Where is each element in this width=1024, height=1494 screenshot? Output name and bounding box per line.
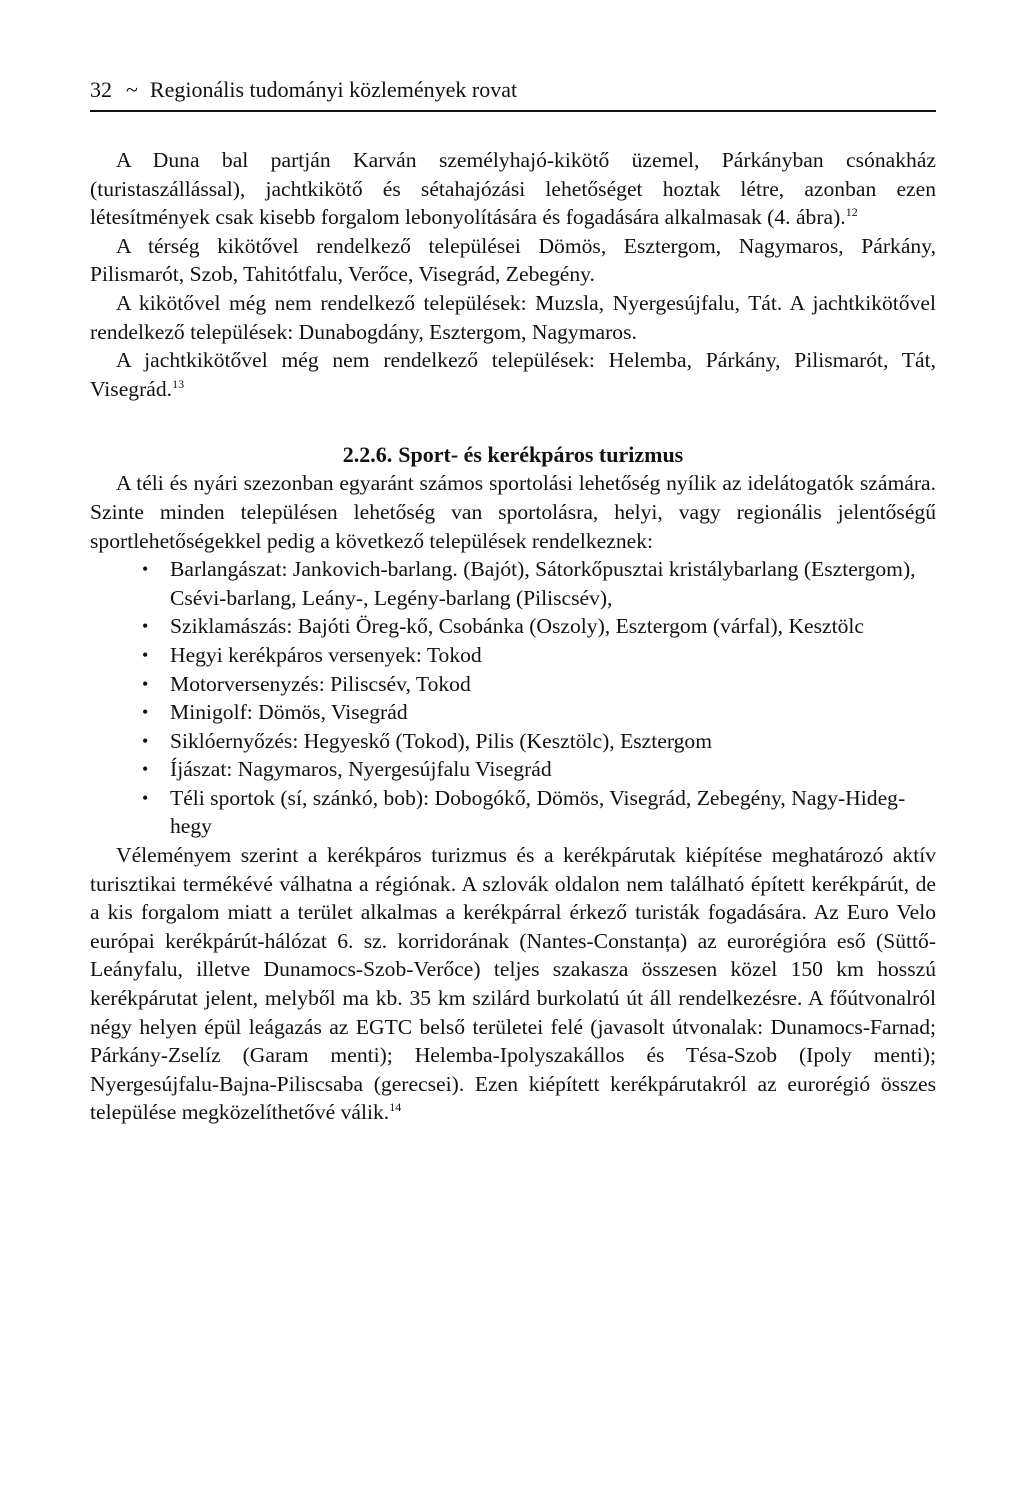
- section-title: Sport- és kerékpáros turizmus: [398, 442, 684, 468]
- bullet-icon: •: [142, 702, 149, 723]
- section-heading: [90, 440, 936, 469]
- bullet-icon: •: [142, 787, 149, 808]
- list-item: • Siklóernyőzés: Hegyeskő (Tokod), Pilis (Kesztölc), Esztergom: [90, 727, 936, 756]
- paragraph-sport-intro: A téli és nyári szezonban egyaránt számos sportolási lehetőség nyílik az idelátogatók számára. Szinte minden településen lehetőség van sportolásra, helyi, vagy regionális jelentőségű sportlehetőségekkel pedig a következő települések rendelkeznek:: [90, 471, 936, 553]
- header-separator: ~: [126, 77, 138, 102]
- list-item: • Motorversenyzés: Piliscsév, Tokod: [90, 670, 936, 699]
- list-item: • Barlangászat: Jankovich-barlang. (Bajót), Sátorkőpusztai kristálybarlang (Esztergom), Csévi-barlang, Leány-, Legény-barlang (Piliscsév),: [142, 557, 916, 610]
- list-item: • Minigolf: Dömös, Visegrád: [90, 698, 936, 727]
- list-item: • Téli sportok (sí, szánkó, bob): Dobogókő, Dömös, Visegrád, Zebegény, Nagy-Hideg-hegy: [142, 785, 906, 839]
- page: [90, 76, 936, 1127]
- page-number: 32: [90, 77, 112, 102]
- list-item: • Íjászat: Nagymaros, Nyergesújfalu Visegrád: [90, 755, 936, 784]
- paragraph-ports-intro: A Duna bal partján Karván személyhajó-kikötő üzemel, Párkányban csónakház (turistaszállással), jachtkikötő és sétahajózási lehetőséget hoztak létre, azonban ezen létesítmények csak kisebb forgalom lebonyolítására és fogadására alkalmasak (4. ábra).$^{12}$: [90, 148, 936, 230]
- list-item: • Hegyi kerékpáros versenyek: Tokod: [90, 641, 936, 670]
- footnote-ref-13: 13: [172, 376, 185, 391]
- bullet-icon: •: [142, 559, 149, 580]
- paragraph-ports-list: A térség kikötővel rendelkező települései Dömös, Esztergom, Nagymaros, Párkány, Pilismarót, Szob, Tahitótfalu, Verőce, Visegrád, Zebegény.: [90, 233, 936, 287]
- bullet-icon: •: [142, 644, 149, 665]
- paragraph-cycling: Véleményem szerint a kerékpáros turizmus és a kerékpárutak kiépítése meghatározó aktív turisztikai termékévé válhatna a régiónak. A szlovák oldalon nem található épített kerékpárút, de a kis forgalom miatt a terület alkalmas a kerékpárral érkező turisták fogadására. Az Euro Velo európai kerékpárút-hálózat 6. sz. korridorának (Nantes-Constanța) az eurorégióra eső (Süttő-Leányfalu, illetve Dunamocs-Szob-Verőce) teljes szakasza összesen közel 150 km hosszú kerékpárutat jelent, melyből ma kb. 35 km szilárd burkolatú út áll rendelkezésre. A főútvonalról négy helyen épül leágazás az EGTC belső területei felé (javasolt útvonalak: Dunamocs-Farnad; Párkány-Zselíz (Garam menti); Helemba-Ipolyszakállos és Tésa-Szob (Ipoly menti); Nyergesújfalu-Bajna-Piliscsaba (gerecsei). Ezen kiépített kerékpárutakról az eurorégió összes települése megközelíthetővé válik.$^{14}$: [90, 843, 936, 1125]
- section-number: 2.2.6.: [342, 442, 393, 468]
- footnote-ref-14: 14: [389, 1100, 402, 1115]
- running-header: [90, 76, 936, 112]
- bullet-icon: •: [142, 673, 149, 694]
- footnote-ref-12: 12: [845, 205, 858, 219]
- list-item: • Sziklamászás: Bajóti Öreg-kő, Csobánka (Oszoly), Esztergom (várfal), Kesztölc: [90, 612, 936, 641]
- paragraph-no-yacht-port: A jachtkikötővel még nem rendelkező települések: Helemba, Párkány, Pilismarót, Tát, Visegrád.$^{13}$: [90, 348, 936, 401]
- bullet-icon: •: [142, 759, 149, 780]
- bullet-icon: •: [142, 730, 149, 751]
- paragraph-no-port: A kikötővel még nem rendelkező települések: Muzsla, Nyergesújfalu, Tát. A jachtkikötővel rendelkező települések: Dunabogdány, Esztergom, Nagymaros.: [90, 290, 936, 344]
- sport-list: [90, 555, 936, 841]
- running-title: Regionális tudományi közlemények rovat: [149, 77, 518, 102]
- bullet-icon: •: [142, 616, 149, 637]
- body-text: [90, 146, 936, 1127]
